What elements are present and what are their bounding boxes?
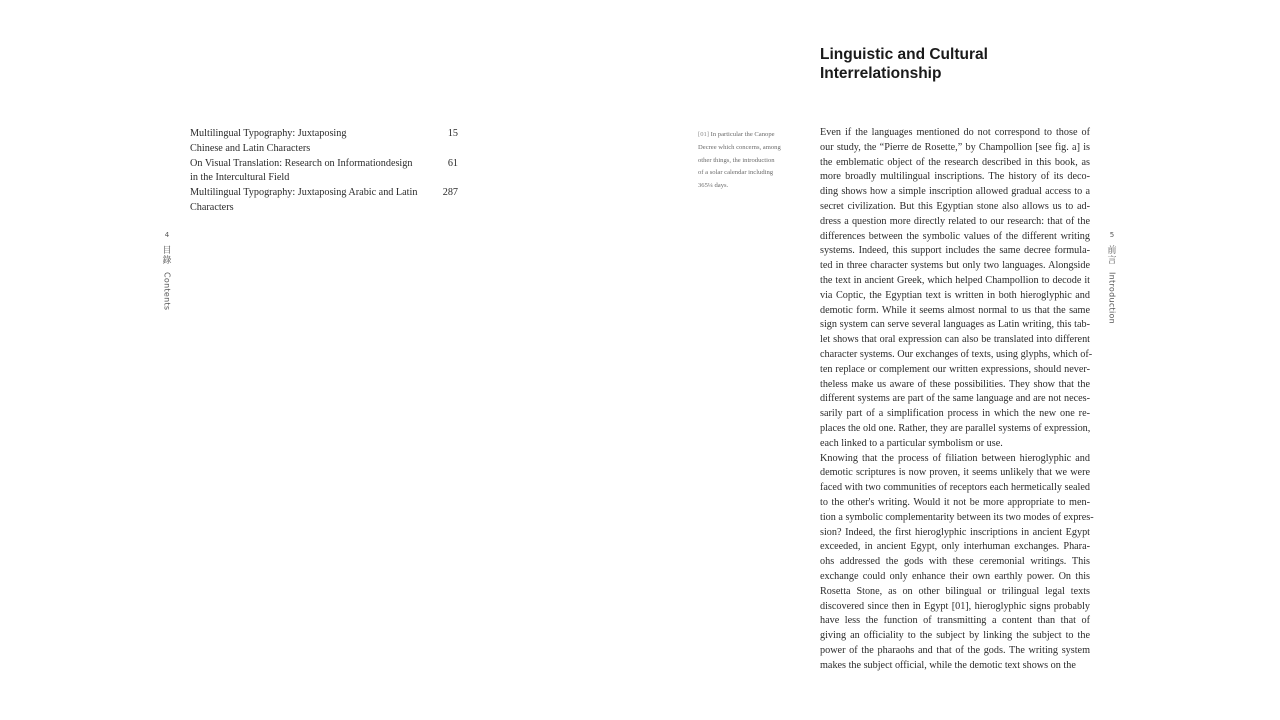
body-line: secret civilization. But this Egyptian stone also allows us to ad- — [820, 200, 1090, 212]
body-line: Rosetta Stone, as on other bilingual or trilingual legal texts — [820, 585, 1090, 597]
toc-entry — [190, 186, 460, 216]
toc-entry — [190, 157, 460, 187]
toc-entry — [190, 127, 460, 157]
right-page-folio — [1104, 231, 1120, 324]
body-line: ten replace or complement our written expressions, should never- — [820, 363, 1090, 375]
toc-entry-page-number: 61 — [447, 157, 458, 169]
body-line: sarily part of a simplification process in which the new one re- — [820, 408, 1090, 420]
body-line: more broadly multilingual inscriptions. The history of its deco- — [820, 171, 1090, 183]
toc-entry-title-line: in the Intercultural Field — [190, 172, 290, 184]
body-line: Even if the languages mentioned do not correspond to those of — [820, 127, 1090, 138]
body-line: the text in ancient Greek, which helped Champollion to decode it — [820, 274, 1090, 286]
folio-section-label: Introduction — [1107, 272, 1117, 325]
body-text — [820, 126, 1094, 673]
body-line: dress a question more directly related to our research: that of the — [820, 215, 1090, 227]
sidenote — [698, 129, 800, 193]
body-line: tion a symbolic complementarity between its two modes of expres- — [820, 511, 1094, 523]
body-line: demotic scriptures is now proven, it seems unlikely that we were — [820, 467, 1090, 479]
body-line: the emblematic object of the research described in this book, as — [820, 156, 1090, 168]
body-line: exchange could only enhance their own earthly power. On this — [820, 570, 1090, 582]
sidenote-line: of a solar calendar including — [698, 169, 774, 177]
folio-section-label: Contents — [162, 272, 172, 311]
chapter-title — [820, 45, 1040, 83]
toc-entry-page-number: 15 — [447, 128, 458, 139]
body-line: exceeded, in ancient Egypt, only interhuman exchanges. Phara- — [820, 541, 1090, 553]
toc-entry-title-line: Chinese and Latin Characters — [190, 142, 311, 154]
chapter-title-line: Interrelationship — [820, 65, 942, 82]
chapter-title-line: Linguistic and Cultural — [820, 46, 988, 63]
toc-entry-page-number: 287 — [442, 187, 458, 199]
body-line: have less the function of transmitting a content than that of — [820, 615, 1090, 627]
body-line: theless make us aware of these possibilities. They show that the — [820, 378, 1090, 390]
toc-entry-title-line: Characters — [190, 201, 234, 213]
sidenote-line: In particular the Canope — [710, 131, 775, 138]
body-line: power of the pharaohs and that of the gods. The writing system — [820, 644, 1090, 656]
body-line: ding shows how a simple inscription allowed gradual access to a — [820, 186, 1090, 198]
page-number: 4 — [164, 231, 170, 239]
toc-entry-title-line: Multilingual Typography: Juxtaposing Arabic and Latin — [190, 187, 418, 199]
sidenote-line: 365¼ days. — [698, 182, 729, 190]
body-line: sign system can serve several languages as Latin writing, this tab- — [820, 319, 1090, 331]
body-line: ted in three character systems but only two languages. Alongside — [820, 260, 1090, 272]
body-line: ohs addressed the gods with these ceremonial writings. This — [820, 556, 1090, 568]
body-line: each linked to a particular symbolism or use. — [820, 437, 1003, 449]
sidenote-line: Decree which concerns, among — [698, 143, 781, 151]
page-number: 5 — [1109, 231, 1115, 239]
left-page-folio — [159, 231, 175, 310]
body-line: different systems are part of the same language and are not neces- — [820, 393, 1090, 405]
body-line: makes the subject official, while the demotic text shows on the — [820, 659, 1076, 671]
body-line: let shows that oral expression can also be translated into different — [820, 334, 1090, 346]
body-line: systems. Indeed, this support includes the same decree formula- — [820, 245, 1090, 257]
sidenote-reference: [01] — [698, 131, 709, 138]
body-line: differences between the symbolic values of the different writing — [820, 230, 1090, 242]
body-line: faced with two communities of receptors each hermetically sealed — [820, 482, 1090, 494]
folio-chinese-label: 目錄 — [162, 246, 172, 266]
body-line: places the old one. Rather, they are parallel systems of expression, — [820, 422, 1091, 434]
body-line: discovered since then in Egypt [01], hieroglyphic signs probably — [820, 600, 1090, 612]
body-line: character systems. Our exchanges of texts, using glyphs, which of- — [820, 348, 1093, 360]
folio-chinese-label: 前言 — [1107, 246, 1117, 266]
toc-entry-title-line: On Visual Translation: Research on Informationdesign — [190, 157, 413, 169]
body-line: sion? Indeed, the first hieroglyphic inscriptions in ancient Egypt — [820, 526, 1090, 538]
body-line: demotic form. While it seems almost normal to us that the same — [820, 304, 1090, 316]
body-line: to the other's writing. Would it not be more appropriate to men- — [820, 496, 1090, 508]
toc-entry-title-line: Multilingual Typography: Juxtaposing — [190, 128, 347, 139]
body-line: via Coptic, the Egyptian text is written in both hieroglyphic and — [820, 289, 1090, 301]
body-line: our study, the “Pierre de Rosette,” by Champollion [see fig. a] is — [820, 141, 1090, 153]
body-line: Knowing that the process of filiation between hieroglyphic and — [820, 452, 1090, 464]
sidenote-line: other things, the introduction — [698, 156, 775, 164]
table-of-contents — [190, 127, 460, 216]
body-line: giving an officiality to the subject by linking the subject to the — [820, 630, 1090, 642]
